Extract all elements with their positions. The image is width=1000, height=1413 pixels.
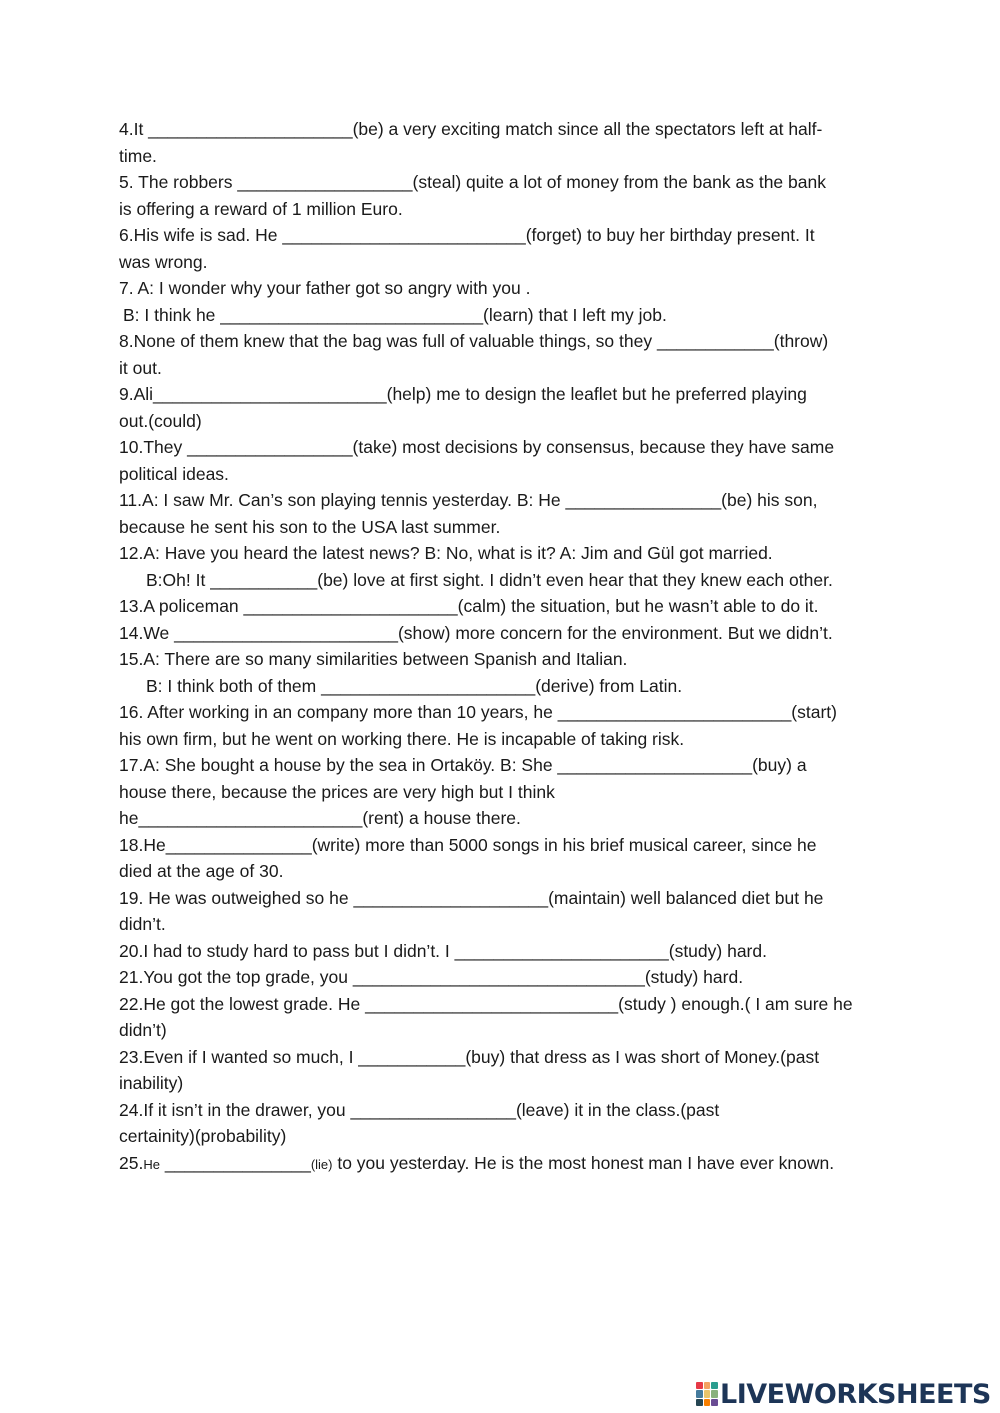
exercise-line: house there, because the prices are very high but I think — [119, 781, 555, 802]
exercise-line: 4.It _____________________(be) a very exciting match since all the spectators left at half- — [119, 119, 823, 139]
exercise-line: 6.His wife is sad. He _________________________(forget) to buy her birthday present. It — [119, 225, 815, 245]
exercise-line: 10.They _________________(take) most decisions by consensus, because they have same — [119, 437, 835, 457]
logo-square — [696, 1382, 703, 1389]
exercise-line: 19. He was outweighed so he ____________________(maintain) well balanced diet but he — [119, 887, 824, 908]
logo-square — [696, 1390, 703, 1397]
exercise-line: it out. — [119, 357, 162, 378]
exercise-line: 17.A: She bought a house by the sea in Ortaköy. B: She ____________________(buy) a — [119, 755, 807, 775]
exercise-line: 24.If it isn’t in the drawer, you _________________(leave) it in the class.(past — [119, 1099, 720, 1120]
exercise-line: 23.Even if I wanted so much, I ___________(buy) that dress as I was short of Money.(past — [119, 1046, 820, 1067]
exercise-line: B:Oh! It ___________(be) love at first sight. I didn’t even hear that they knew each other. — [146, 569, 833, 590]
exercise-line: 8.None of them knew that the bag was full of valuable things, so they ____________(throw) — [119, 331, 829, 351]
exercise-line: 16. After working in an company more than 10 years, he ________________________(start) — [119, 702, 837, 722]
logo-square — [704, 1382, 711, 1389]
logo-square — [711, 1382, 718, 1389]
logo-text: LIVEWORKSHEETS — [720, 1378, 991, 1410]
exercise-line: political ideas. — [119, 463, 229, 484]
exercise-line: 11.A: I saw Mr. Can’s son playing tennis yesterday. B: He ________________(be) his son, — [119, 490, 818, 510]
exercise-line: certainity)(probability) — [119, 1126, 287, 1146]
exercise-line: 22.He got the lowest grade. He __________________________(study ) enough.( I am sure he — [119, 993, 853, 1014]
logo-square — [711, 1399, 718, 1406]
line-25-subject: He — [143, 1156, 160, 1172]
line-25-number: 25. — [119, 1152, 144, 1173]
exercise-line: 18.He_______________(write) more than 5000 songs in his brief musical career, since he — [119, 834, 817, 855]
exercise-line: 7. A: I wonder why your father got so angry with you . — [119, 278, 531, 298]
exercise-line: 14.We _______________________(show) more concern for the environment. But we didn’t. — [119, 622, 833, 643]
logo-mark-icon — [696, 1382, 718, 1406]
exercise-line: he_______________________(rent) a house there. — [119, 808, 521, 828]
exercise-line: because he sent his son to the USA last summer. — [119, 516, 501, 537]
line-25-blank: _______________ — [159, 1152, 311, 1173]
exercise-line: 20.I had to study hard to pass but I didn’t. I ______________________(study) hard. — [119, 940, 767, 961]
exercise-line: is offering a reward of 1 million Euro. — [119, 198, 403, 219]
logo-square — [696, 1399, 703, 1406]
exercise-line: time. — [119, 145, 157, 166]
logo-square — [704, 1390, 711, 1397]
exercise-line: B: I think he ___________________________(learn) that I left my job. — [123, 304, 667, 325]
logo-square — [704, 1399, 711, 1406]
exercise-line: didn’t. — [119, 914, 166, 934]
liveworksheets-logo — [696, 1378, 991, 1410]
exercise-line: 5. The robbers __________________(steal) quite a lot of money from the bank as the bank — [119, 172, 826, 192]
exercise-line: his own firm, but he went on working there. He is incapable of taking risk. — [119, 728, 685, 749]
line-25-rest: to you yesterday. He is the most honest man I have ever known. — [332, 1152, 835, 1173]
exercise-line: was wrong. — [119, 251, 208, 272]
exercise-line: 12.A: Have you heard the latest news? B: No, what is it? A: Jim and Gül got married. — [119, 543, 773, 563]
line-25-verb: (lie) — [310, 1156, 333, 1172]
exercise-line: died at the age of 30. — [119, 861, 284, 881]
exercise-line: out.(could) — [119, 410, 202, 431]
exercise-line: inability) — [119, 1073, 184, 1093]
exercise-line: 15.A: There are so many similarities between Spanish and Italian. — [119, 649, 628, 669]
exercise-line-25 — [119, 1150, 889, 1179]
exercise-line: 13.A policeman ______________________(calm) the situation, but he wasn’t able to do it. — [119, 596, 819, 616]
exercise-line: 21.You got the top grade, you ______________________________(study) hard. — [119, 967, 744, 987]
logo-square — [711, 1390, 718, 1397]
exercise-line: 9.Ali________________________(help) me to design the leaflet but he preferred playing — [119, 384, 807, 404]
worksheet-body — [119, 116, 889, 1178]
exercise-line: didn’t) — [119, 1020, 167, 1040]
exercise-line: B: I think both of them ______________________(derive) from Latin. — [146, 675, 683, 696]
